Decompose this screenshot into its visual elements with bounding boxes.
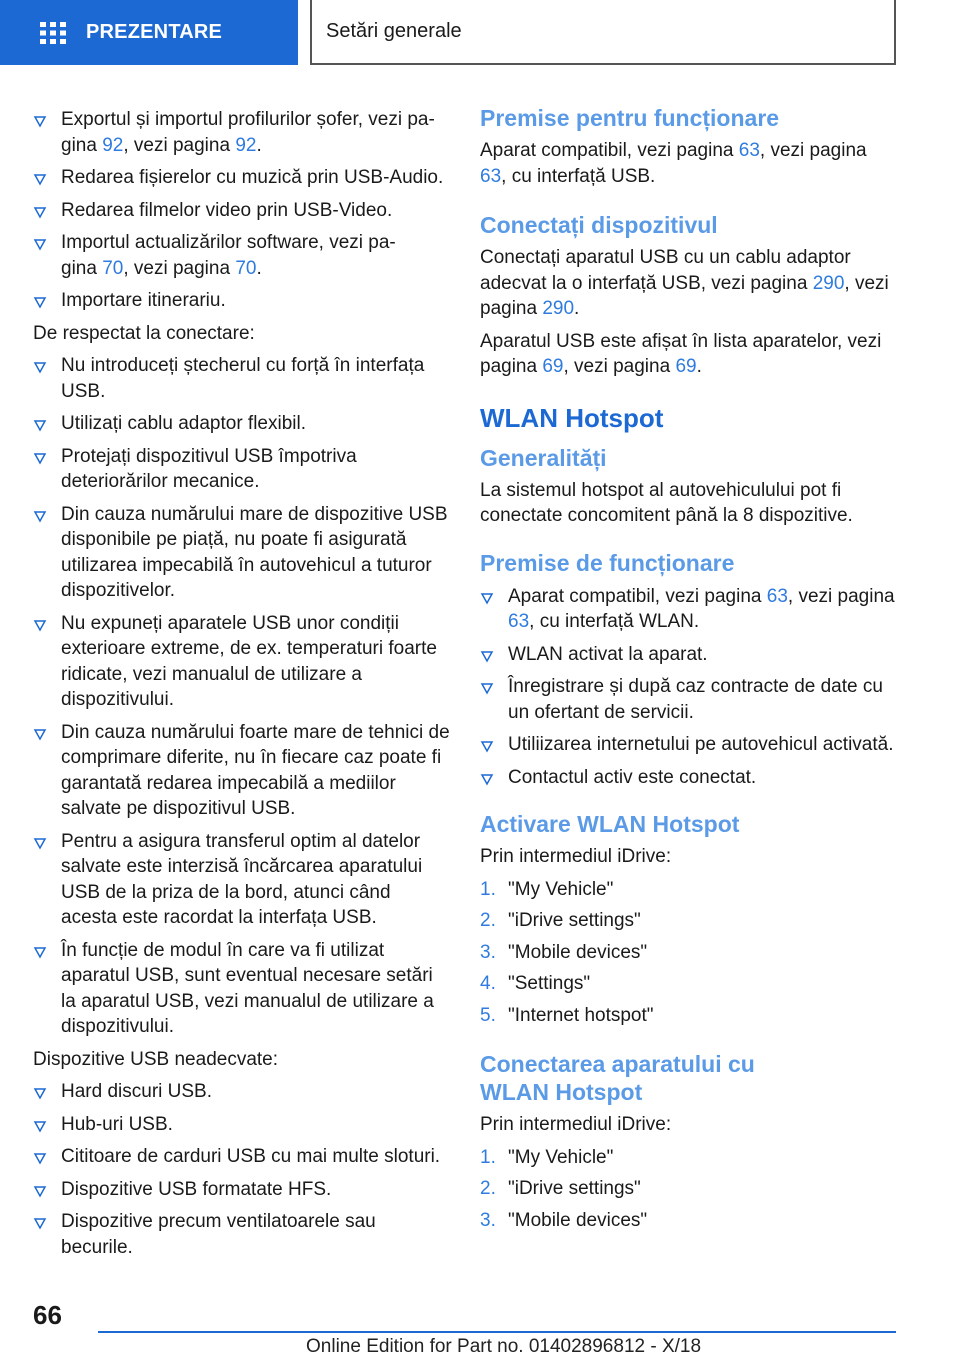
paragraph: La sistemul hotspot al autovehiculului pot fi conectate concomitent până la 8 dispozitive. xyxy=(480,479,853,526)
triangle-bullet-icon xyxy=(33,940,47,962)
paragraph: Dispozitive USB neadecvate: xyxy=(33,1048,279,1070)
list-item: Pentru a asigura transferul optim al datelor salvate este interzisă încărcarea aparatului USB de la priza de la bord, atunci când acesta este racordat la interfața USB. xyxy=(33,829,450,931)
page-link[interactable]: 70 xyxy=(102,257,124,279)
list-item: Protejați dispozitivul USB împotriva deteriorărilor mecanice. xyxy=(33,444,450,495)
triangle-bullet-icon xyxy=(480,676,494,698)
precautions-list xyxy=(33,353,450,1040)
list-item: Nu expuneți aparatele USB unor condiții exterioare extreme, de ex. temperaturi foarte ridicate, vezi manualul de utilizare a dispozitivului. xyxy=(33,611,450,713)
step-item: 1. "My Vehicle" xyxy=(480,1145,898,1171)
step-item: 1. "My Vehicle" xyxy=(480,877,898,903)
triangle-bullet-icon xyxy=(33,722,47,744)
page-link[interactable]: 63 xyxy=(508,611,530,632)
page-link[interactable]: 63 xyxy=(480,165,502,187)
step-item: 5. "Internet hotspot" xyxy=(480,1003,898,1029)
step-item: 2. "iDrive settings" xyxy=(480,908,898,934)
triangle-bullet-icon xyxy=(480,734,494,756)
paragraph: Prin intermediul iDrive: xyxy=(480,1114,672,1135)
list-item: Exportul și importul profilurilor șofer, vezi pa- gina 92, vezi pagina 92. xyxy=(33,107,450,158)
list-item: Importul actualizărilor software, vezi pa- gina 70, vezi pagina 70. xyxy=(33,230,450,281)
list-item: Din cauza numărului foarte mare de tehnici de comprimare diferite, nu în fiecare caz poate fi garantată redarea impecabilă a mediilor salvate pe dispozitivul USB. xyxy=(33,720,450,822)
section-heading: Premise de funcționare xyxy=(480,549,735,576)
list-item: În funcție de modul în care va fi utilizat aparatul USB, sunt eventual necesare setări la aparatul USB, vezi manualul de utilizare a dispozitivului. xyxy=(33,938,450,1040)
step-number: 2. xyxy=(480,1178,496,1199)
triangle-bullet-icon xyxy=(33,1146,47,1168)
step-number: 3. xyxy=(480,1209,496,1231)
footer-edition: Online Edition for Part no. 01402896812 - X/18 xyxy=(306,1336,702,1357)
right-column xyxy=(480,100,898,1239)
feature-list xyxy=(33,107,450,314)
section-title-text: Setări generale xyxy=(326,20,462,42)
page-section-title xyxy=(310,0,896,65)
triangle-bullet-icon xyxy=(33,232,47,254)
page-link[interactable]: 290 xyxy=(812,272,845,294)
section-tab-prezentare[interactable] xyxy=(0,0,298,65)
list-item: Hard discuri USB. xyxy=(33,1079,450,1105)
triangle-bullet-icon xyxy=(33,1114,47,1136)
section-heading: Generalități xyxy=(480,444,607,471)
paragraph: Prin intermediul iDrive: xyxy=(480,846,672,867)
page-link[interactable]: 69 xyxy=(675,356,697,377)
paragraph: Aparatul USB este afișat în lista aparatelor, vezi pagina 69, vezi pagina 69. xyxy=(480,330,882,377)
triangle-bullet-icon xyxy=(33,167,47,189)
step-number: 2. xyxy=(480,910,496,931)
triangle-bullet-icon xyxy=(33,1179,47,1201)
page-link[interactable]: 63 xyxy=(738,140,760,161)
page-link[interactable]: 290 xyxy=(542,298,575,319)
page-link[interactable]: 69 xyxy=(542,356,564,377)
step-number: 4. xyxy=(480,973,496,994)
triangle-bullet-icon xyxy=(480,767,494,789)
list-item: Utiliizarea internetului pe autovehicul activată. xyxy=(480,732,898,758)
list-item: Aparat compatibil, vezi pagina 63, vezi pagina 63, cu interfață WLAN. xyxy=(480,584,898,635)
list-item: Dispozitive USB formatate HFS. xyxy=(33,1177,450,1203)
section-heading: Conectați dispozitivul xyxy=(480,212,718,238)
triangle-bullet-icon xyxy=(33,831,47,853)
list-item: Redarea fișierelor cu muzică prin USB-Audio. xyxy=(33,165,450,191)
list-item: Cititoare de carduri USB cu mai multe sloturi. xyxy=(33,1144,450,1170)
page-number: 66 xyxy=(33,1300,62,1330)
paragraph: Aparat compatibil, vezi pagina 63, vezi pagina 63, cu interfață USB. xyxy=(480,140,867,187)
triangle-bullet-icon xyxy=(480,644,494,666)
left-column xyxy=(33,100,450,1267)
unsuitable-devices-list xyxy=(33,1079,450,1260)
step-number: 1. xyxy=(480,878,496,900)
page-link[interactable]: 92 xyxy=(102,134,124,156)
step-number: 5. xyxy=(480,1004,496,1026)
step-number: 1. xyxy=(480,1146,496,1168)
triangle-bullet-icon xyxy=(33,355,47,377)
list-item: Nu introduceți ștecherul cu forță în interfața USB. xyxy=(33,353,450,404)
steps-list xyxy=(480,877,898,1029)
triangle-bullet-icon xyxy=(33,504,47,526)
page-link[interactable]: 70 xyxy=(235,257,257,279)
step-number: 3. xyxy=(480,941,496,963)
triangle-bullet-icon xyxy=(33,1211,47,1233)
triangle-bullet-icon xyxy=(33,109,47,131)
section-heading: Premise pentru funcționare xyxy=(480,105,780,131)
grid-icon xyxy=(40,22,66,44)
list-item: Dispozitive precum ventilatoarele sau becurile. xyxy=(33,1209,450,1260)
chapter-heading: WLAN Hotspot xyxy=(480,402,664,433)
list-item: Importare itinerariu. xyxy=(33,288,450,314)
list-item: Hub-uri USB. xyxy=(33,1112,450,1138)
steps-list xyxy=(480,1145,898,1234)
section-tab-label: PREZENTARE xyxy=(86,21,223,43)
list-item: Înregistrare și după caz contracte de date cu un ofertant de servicii. xyxy=(480,674,898,725)
list-item: Din cauza numărului mare de dispozitive USB disponibile pe piață, nu poate fi asigurată utilizarea impecabilă în autovehicul a tuturor dispozitivelor. xyxy=(33,502,450,604)
triangle-bullet-icon xyxy=(33,1081,47,1103)
step-item: 3. "Mobile devices" xyxy=(480,940,898,966)
triangle-bullet-icon xyxy=(33,446,47,468)
triangle-bullet-icon xyxy=(480,586,494,608)
paragraph: Conectați aparatul USB cu un cablu adaptor adecvat la o interfață USB, vezi pagina 290, vezi pagina 290. xyxy=(480,247,889,319)
section-heading: Conectarea aparatului cu WLAN Hotspot xyxy=(480,1051,755,1105)
requirements-list xyxy=(480,584,898,791)
triangle-bullet-icon xyxy=(33,200,47,222)
list-item: Redarea filmelor video prin USB-Video. xyxy=(33,198,450,224)
triangle-bullet-icon xyxy=(33,413,47,435)
list-item: WLAN activat la aparat. xyxy=(480,642,898,668)
page-link[interactable]: 92 xyxy=(235,134,257,156)
paragraph: De respectat la conectare: xyxy=(33,322,255,344)
page-link[interactable]: 63 xyxy=(766,585,788,607)
step-item: 4. "Settings" xyxy=(480,971,898,997)
list-item: Utilizați cablu adaptor flexibil. xyxy=(33,411,450,437)
triangle-bullet-icon xyxy=(33,613,47,635)
list-item: Contactul activ este conectat. xyxy=(480,765,898,791)
triangle-bullet-icon xyxy=(33,290,47,312)
step-item: 3. "Mobile devices" xyxy=(480,1208,898,1234)
section-heading: Activare WLAN Hotspot xyxy=(480,811,740,837)
step-item: 2. "iDrive settings" xyxy=(480,1176,898,1202)
footer-divider xyxy=(98,1331,896,1333)
